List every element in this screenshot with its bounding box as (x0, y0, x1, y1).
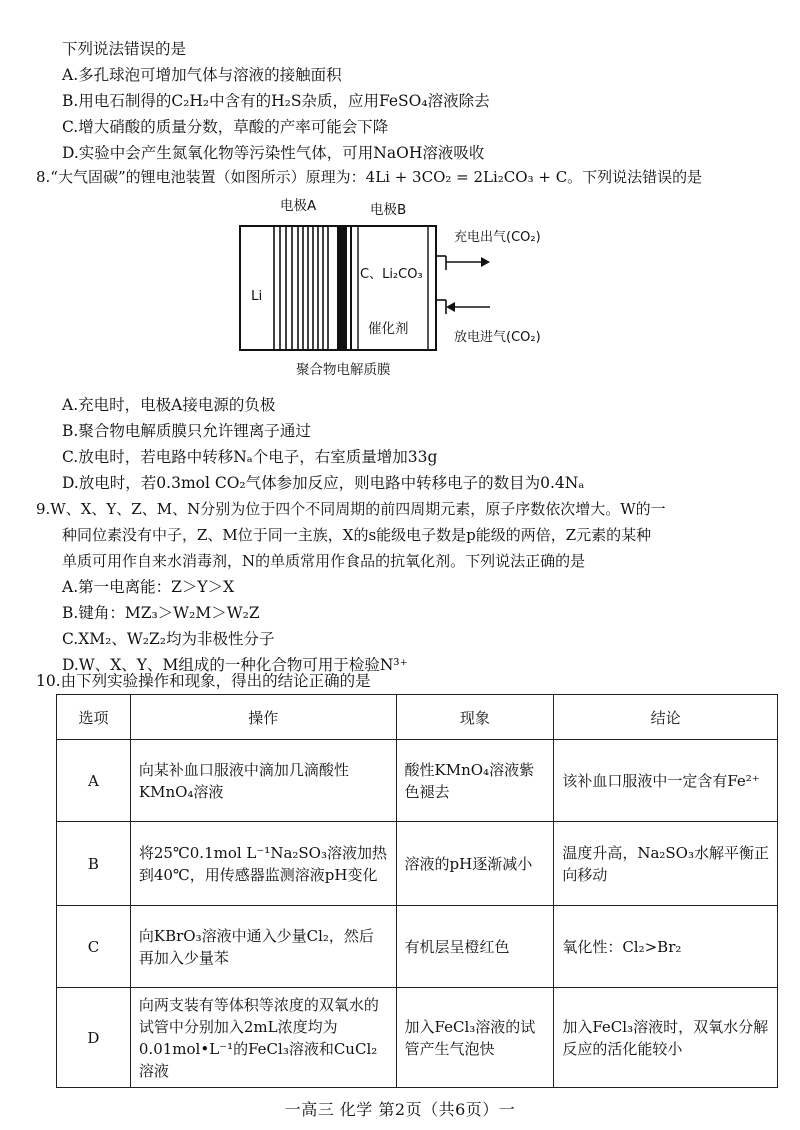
experiment-table (56, 694, 778, 1088)
table-header-row (57, 695, 778, 740)
q8-option-d: D.放电时，若0.3mol CO₂气体参加反应，则电路中转移电子的数目为0.4Nₐ (62, 474, 585, 492)
table-row (57, 740, 778, 822)
q8-option-c: C.放电时，若电路中转移Nₐ个电子，右室质量增加33g (62, 448, 438, 466)
row-phenomenon: 加入FeCl₃溶液的试管产生气泡快 (396, 988, 554, 1088)
electrode-b-label: 电极B (370, 202, 407, 218)
row-option: C (57, 906, 131, 988)
row-operation: 将25℃0.1mol L⁻¹Na₂SO₃溶液加热到40℃，用传感器监测溶液pH变化 (130, 822, 396, 906)
q9-stem-line-3: 单质可用作自来水消毒剂，N的单质常用作食品的抗氧化剂。下列说法正确的是 (62, 552, 586, 570)
q7-option-a: A.多孔球泡可增加气体与溶液的接触面积 (62, 66, 342, 84)
q9-option-c: C.XM₂、W₂Z₂均为非极性分子 (62, 630, 275, 648)
q9-stem-line-1: 9.W、X、Y、Z、M、N分别为位于四个不同周期的前四周期元素，原子序数依次增大。W的一 (36, 500, 666, 518)
q8-stem: 8.“大气固碳”的锂电池装置（如图所示）原理为：4Li + 3CO₂ = 2Li₂CO₃ + C。下列说法错误的是 (36, 168, 703, 186)
header-operation: 操作 (130, 695, 396, 740)
li-label: Li (251, 288, 263, 304)
header-phenomenon: 现象 (396, 695, 554, 740)
q9-option-d: D.W、X、Y、M组成的一种化合物可用于检验N³⁺ (62, 656, 408, 674)
q7-stem: 下列说法错误的是 (62, 40, 187, 58)
q7-option-b: B.用电石制得的C₂H₂中含有的H₂S杂质，应用FeSO₄溶液除去 (62, 92, 490, 110)
q9-option-b: B.键角：MZ₃＞W₂M＞W₂Z (62, 604, 260, 622)
q8-option-b: B.聚合物电解质膜只允许锂离子通过 (62, 422, 311, 440)
header-option: 选项 (57, 695, 131, 740)
cathode-material-label: C、Li₂CO₃ (360, 267, 423, 282)
discharge-in-label: 放电进气(CO₂) (454, 330, 541, 345)
battery-drawing (238, 190, 558, 380)
membrane-label: 聚合物电解质膜 (296, 362, 391, 378)
table-row (57, 822, 778, 906)
row-option: D (57, 988, 131, 1088)
charge-out-label: 充电出气(CO₂) (454, 230, 541, 245)
row-option: A (57, 740, 131, 822)
row-phenomenon: 溶液的pH逐渐减小 (396, 822, 554, 906)
row-conclusion: 该补血口服液中一定含有Fe²⁺ (554, 740, 778, 822)
row-option: B (57, 822, 131, 906)
page-footer: 一高三 化学 第2页（共6页）一 (284, 1100, 516, 1119)
row-conclusion: 加入FeCl₃溶液时，双氧水分解反应的活化能较小 (554, 988, 778, 1088)
row-phenomenon: 酸性KMnO₄溶液紫色褪去 (396, 740, 554, 822)
q10-stem: 10.由下列实验操作和现象，得出的结论正确的是 (36, 672, 371, 690)
row-operation: 向两支装有等体积等浓度的双氧水的试管中分别加入2mL浓度均为0.01mol•L⁻¹的FeCl₃溶液和CuCl₂溶液 (130, 988, 396, 1088)
row-phenomenon: 有机层呈橙红色 (396, 906, 554, 988)
q7-option-d: D.实验中会产生氮氧化物等污染性气体，可用NaOH溶液吸收 (62, 144, 485, 162)
row-operation: 向KBrO₃溶液中通入少量Cl₂，然后再加入少量苯 (130, 906, 396, 988)
row-conclusion: 氧化性：Cl₂>Br₂ (554, 906, 778, 988)
table-row (57, 906, 778, 988)
row-operation: 向某补血口服液中滴加几滴酸性KMnO₄溶液 (130, 740, 396, 822)
battery-diagram (238, 190, 558, 380)
table-row (57, 988, 778, 1088)
catalyst-label: 催化剂 (368, 321, 409, 337)
electrode-a-label: 电极A (280, 198, 317, 214)
q9-option-a: A.第一电离能：Z＞Y＞X (62, 578, 235, 596)
q8-option-a: A.充电时，电极A接电源的负极 (62, 396, 276, 414)
q9-stem-line-2: 种同位素没有中子，Z、M位于同一主族，X的s能级电子数是p能级的两倍，Z元素的某种 (62, 526, 652, 544)
header-conclusion: 结论 (554, 695, 778, 740)
q7-option-c: C.增大硝酸的质量分数，草酸的产率可能会下降 (62, 118, 389, 136)
row-conclusion: 温度升高，Na₂SO₃水解平衡正向移动 (554, 822, 778, 906)
